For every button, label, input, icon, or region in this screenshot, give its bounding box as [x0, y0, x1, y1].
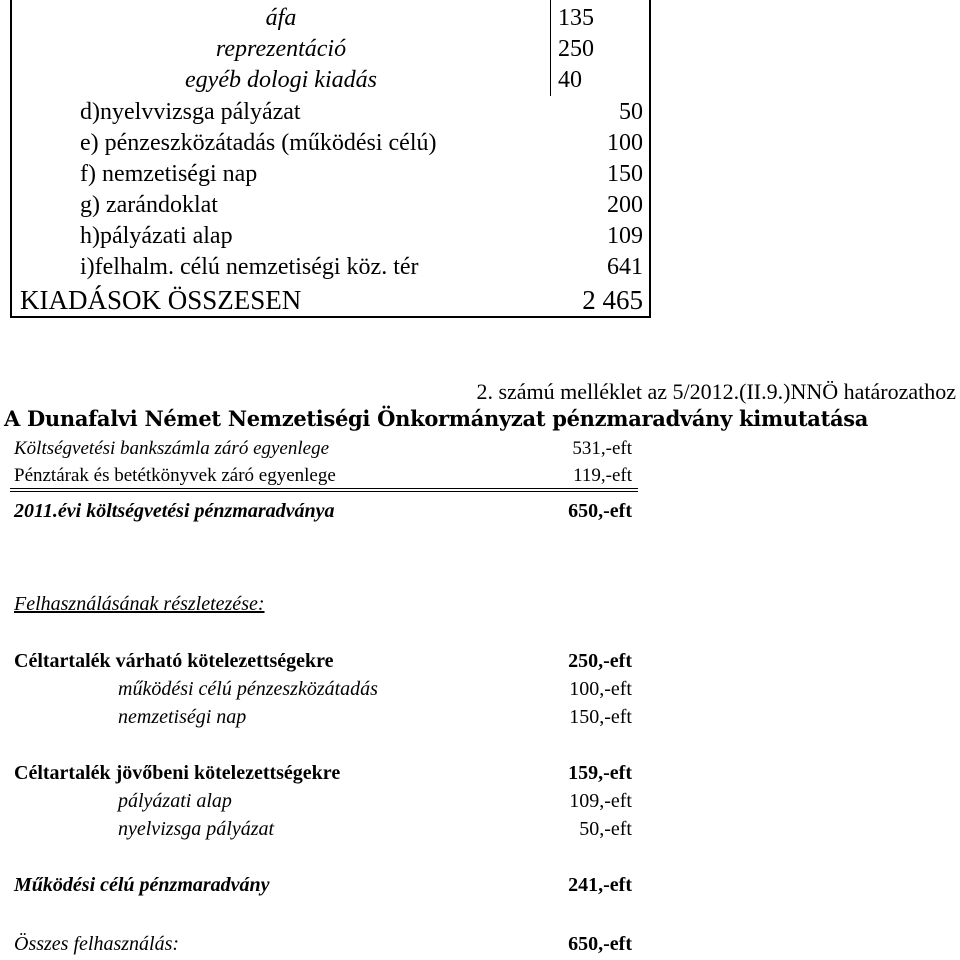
table-column-divider: [550, 0, 551, 96]
balance-row-label: Költségvetési bankszámla záró egyenlege: [14, 438, 330, 459]
reserve-item-value: 150,-eft: [569, 706, 632, 728]
reserve-item-value: 100,-eft: [569, 678, 632, 700]
sub-row-label: reprezentáció: [215, 36, 347, 62]
divider: [10, 488, 638, 489]
reserve-item-label: pályázati alap: [118, 790, 232, 812]
expense-row-label: f) nemzetiségi nap: [80, 161, 258, 187]
balance-row-value: 531,-eft: [572, 438, 632, 459]
sub-row-label: egyéb dologi kiadás: [185, 67, 377, 93]
divider: [10, 491, 638, 492]
table-border-bottom: [10, 316, 651, 318]
balance-row-value: 119,-eft: [573, 465, 632, 486]
reserve-item-label: működési célú pénzeszközátadás: [118, 678, 378, 700]
reserve-future-label: Céltartalék jövőbeni kötelezettségekre: [14, 762, 341, 784]
page-title: A Dunafalvi Német Nemzetiségi Önkormányzat pénzmaradvány kimutatása: [4, 406, 869, 431]
expense-row-value: 641: [607, 254, 643, 280]
sub-row-value: 135: [558, 5, 594, 31]
operating-value: 241,-eft: [568, 874, 632, 896]
expense-row-value: 50: [619, 99, 643, 125]
sub-row-value: 40: [558, 67, 582, 93]
expense-row-value: 109: [607, 223, 643, 249]
expense-row-label: g) zarándoklat: [80, 192, 218, 218]
expense-row-label: d)nyelvvizsga pályázat: [80, 99, 301, 125]
usage-title: Felhasználásának részletezése:: [14, 593, 265, 615]
balance-row-label: Pénztárak és betétkönyvek záró egyenlege: [14, 465, 336, 486]
reserve-item-label: nemzetiségi nap: [118, 706, 247, 728]
expense-row-label: i)felhalm. célú nemzetiségi köz. tér: [80, 254, 419, 280]
reserve-item-label: nyelvizsga pályázat: [118, 818, 275, 840]
table-border-right: [649, 0, 651, 318]
expense-row-value: 200: [607, 192, 643, 218]
expense-row-value: 150: [607, 161, 643, 187]
expense-total-value: 2 465: [582, 285, 643, 315]
reserve-item-value: 109,-eft: [569, 790, 632, 812]
reserve-expected-value: 250,-eft: [568, 650, 632, 672]
operating-label: Működési célú pénzmaradvány: [14, 874, 270, 896]
residual-value: 650,-eft: [568, 500, 632, 522]
reserve-future-value: 159,-eft: [568, 762, 632, 784]
residual-label: 2011.évi költségvetési pénzmaradványa: [14, 500, 335, 522]
total-usage-value: 650,-eft: [568, 933, 632, 955]
expense-row-label: e) pénzeszközátadás (működési célú): [80, 130, 437, 156]
appendix-reference: 2. számú melléklet az 5/2012.(II.9.)NNÖ határozathoz: [476, 379, 956, 404]
reserve-item-value: 50,-eft: [579, 818, 632, 840]
total-usage-label: Összes felhasználás:: [14, 933, 180, 955]
expense-row-value: 100: [607, 130, 643, 156]
expense-total-label: KIADÁSOK ÖSSZESEN: [20, 285, 302, 315]
expense-row-label: h)pályázati alap: [80, 223, 233, 249]
sub-row-label: áfa: [265, 5, 297, 31]
sub-row-value: 250: [558, 36, 594, 62]
reserve-expected-label: Céltartalék várható kötelezettségekre: [14, 650, 334, 672]
